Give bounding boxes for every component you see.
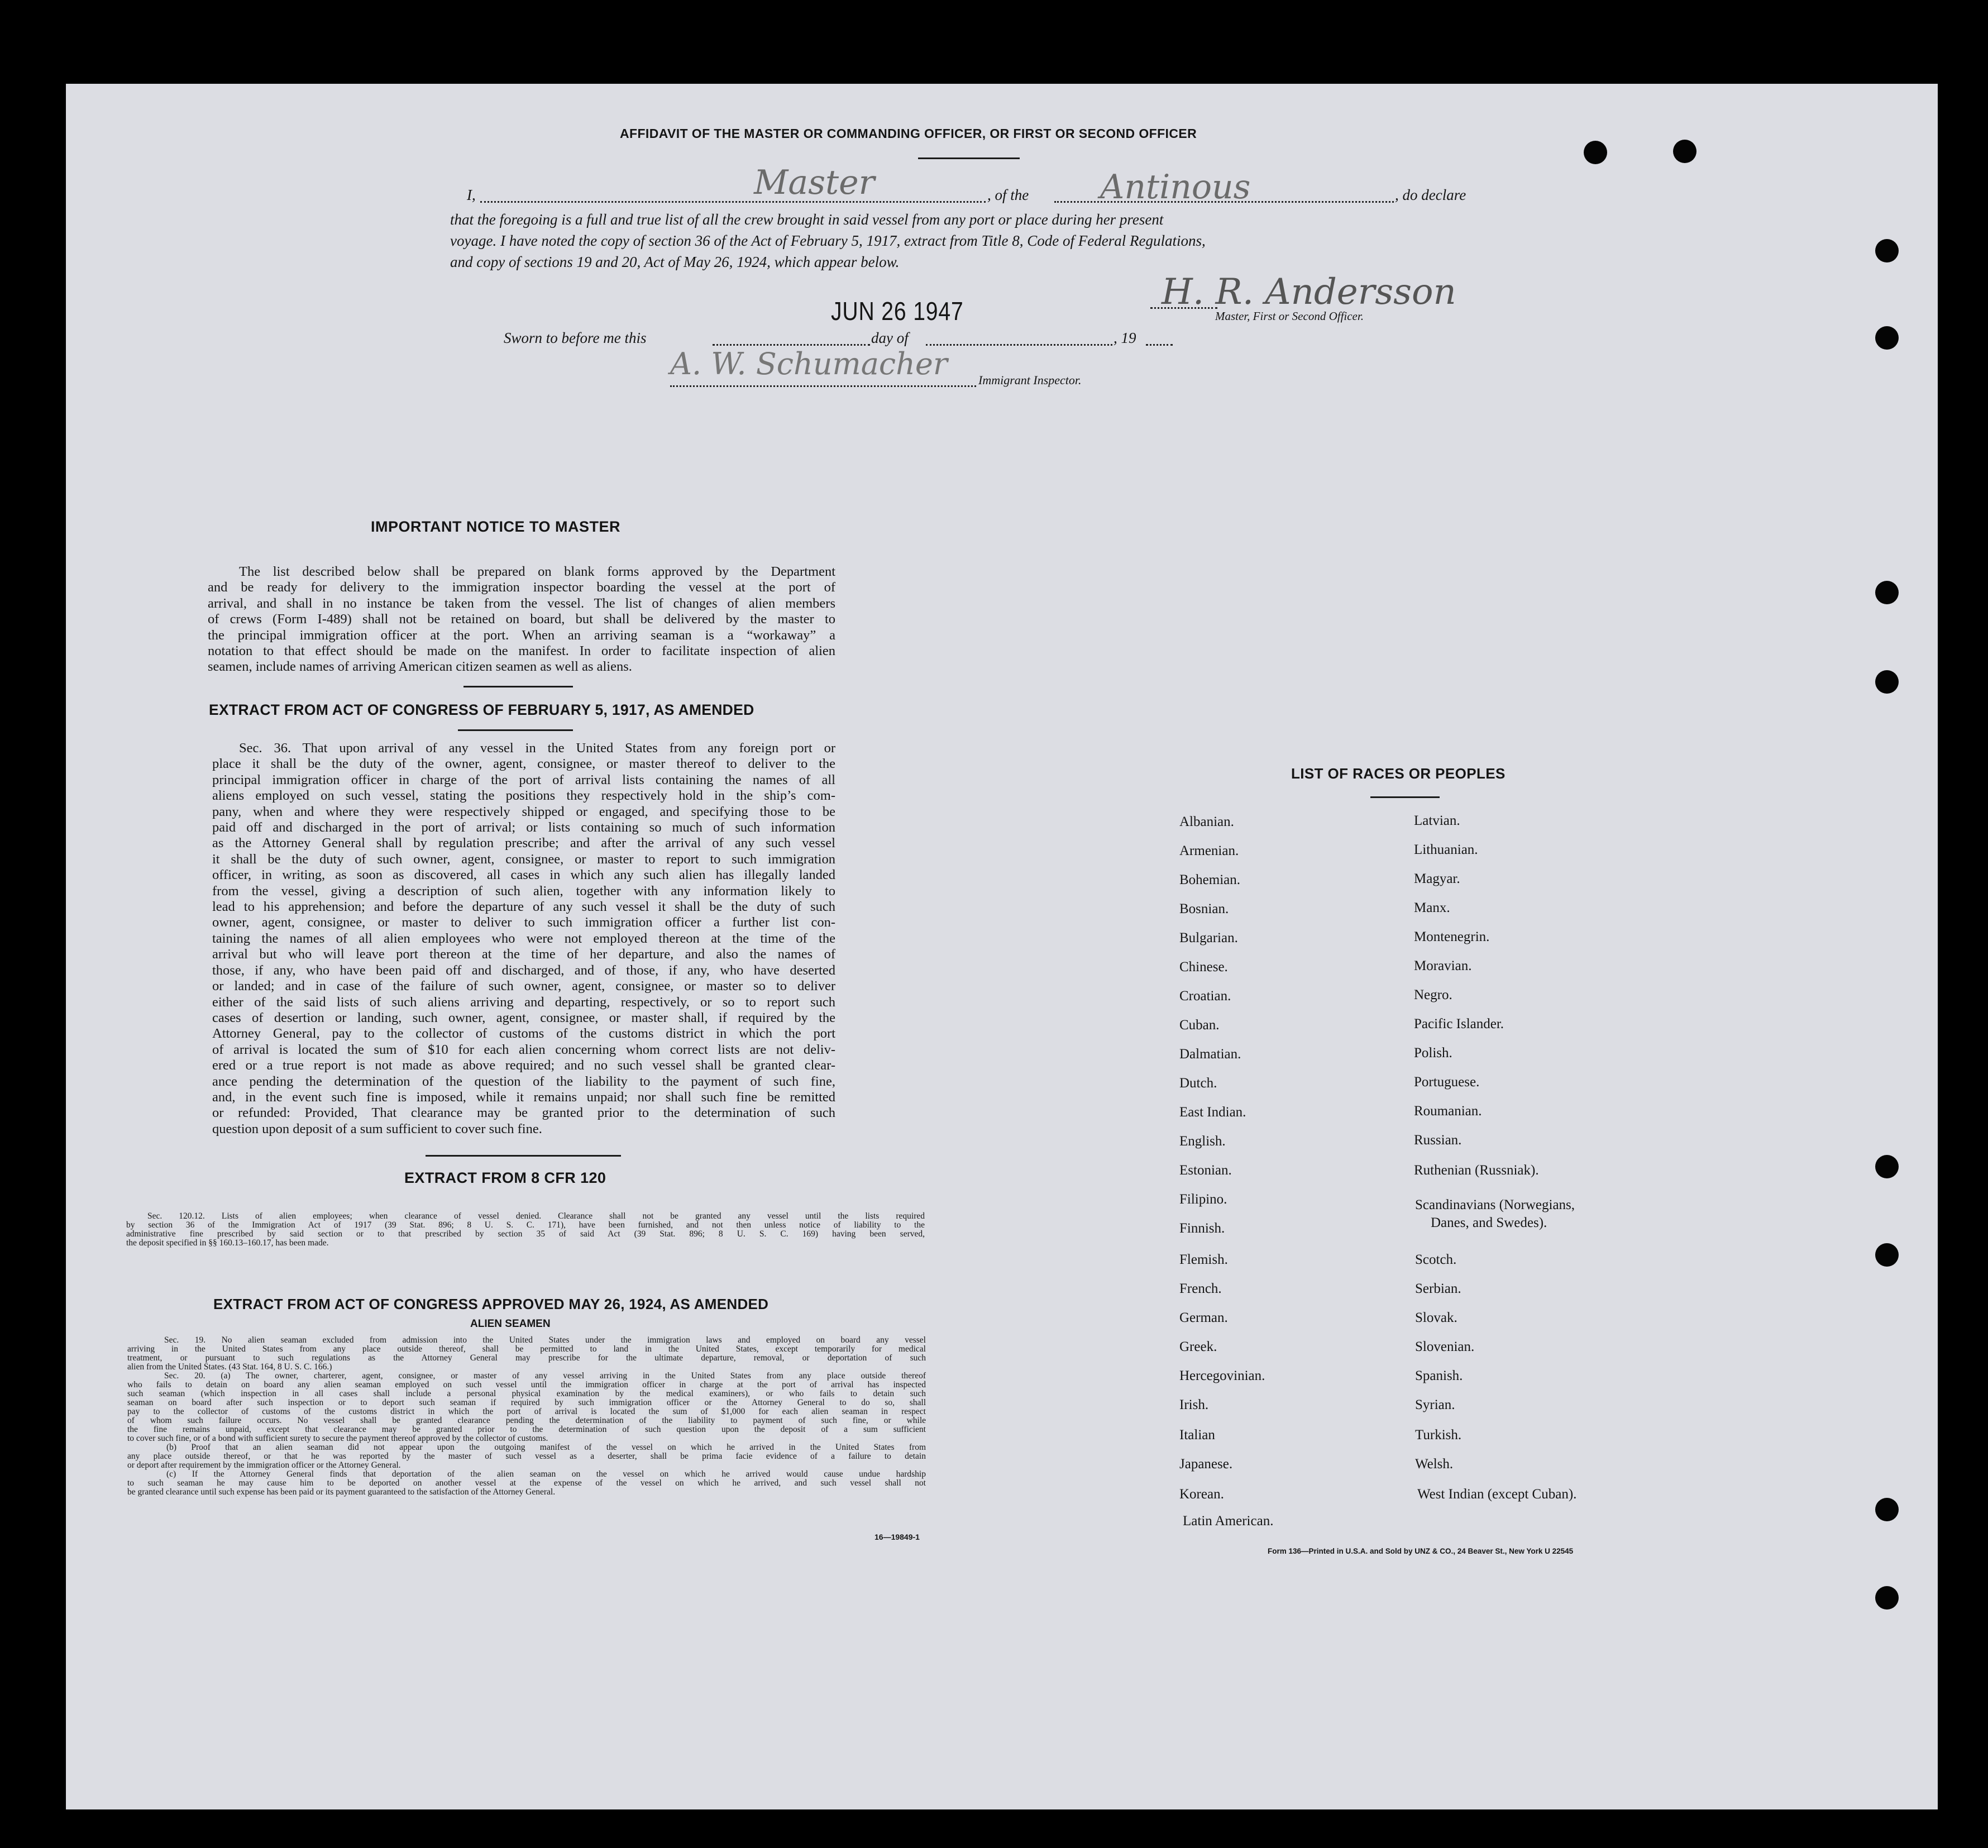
race-item: Scotch. [1415,1252,1457,1267]
inspector-signature: A. W. Schumacher [670,346,948,381]
divider [463,686,573,687]
race-item: Filipino. [1179,1192,1227,1207]
race-item: Negro. [1414,987,1452,1002]
affidavit-line-4: and copy of sections 19 and 20, Act of May 26, 1924, which appear below. [450,254,900,270]
divider [426,1155,621,1157]
race-item: Cuban. [1179,1018,1220,1033]
race-item: Hercegovinian. [1179,1368,1265,1383]
year-label: , 19 [1114,330,1136,346]
race-item: Welsh. [1415,1457,1454,1472]
printer-footer: Form 136—Printed in U.S.A. and Sold by UNZ & CO., 24 Beaver St., New York U 22545 [1268,1547,1574,1555]
punch-hole [1875,581,1899,604]
act-1924-sections: Sec. 19. No alien seaman excluded from admission into the United States under the immigration laws and employed on board any vessel arriving in the United States from any place outside thereof, shall be permitted to land in the United States, except temporarily for medical treatment, or pursuant to such regulations as the Attorney General may prescribe for the ultimate departure, removal, or deportation of such alien from the United States. (43 Stat. 164, 8 U. S. C. 166.) Sec. 20. (a) The owner, charterer, agent, consignee, or master of any vessel arriving in the United States from any place outside thereof who fails to detain on board any alien seaman employed on such vessel until the immigration officer in charge at the port of arrival has inspected such seaman (which inspection in all cases shall include a personal physical examination by the medical examiners), or who fails to detain such seaman on board after such inspection or to deport such seaman if required by such immigration officer or the Attorney General to do so, shall pay to the collector of customs of the customs district in which the port of arrival is located the sum of $1,000 for each alien seaman in respect of whom such failure occurs. No vessel shall be granted clearance pending the determination of the liability to payment of such fine, or while the fine remains unpaid, except that clearance may be granted prior to the determination of such question upon the deposit of a sum sufficient to cover such fine, or of a bond with sufficient surety to secure the payment thereof approved by the collector of customs. (b) Proof that an alien seaman did not appear upon the outgoing manifest of the vessel on which he arrived in the United States from any place outside thereof, or that he was reported by the master of such vessel as a deserter, shall be prima facie evidence of a failure to detain or deport after requirement by the immigration officer or the Attorney General. (c) If the Attorney General finds that deportation of the alien seaman on the vessel on which he arrived would cause undue hardship to such seaman he may cause him to be deported on another vessel at the expense of the vessel on which he arrived, and such vessel shall not be granted clearance until such expense has been paid or its payment guaranteed to the satisfaction of the Attorney General. [127,1335,926,1497]
sworn-year-field [1146,344,1173,346]
race-item: Moravian. [1414,958,1472,973]
punch-hole [1584,141,1607,164]
punch-hole [1875,1498,1899,1521]
divider [1370,796,1440,798]
race-item: Scandinavians (Norwegians, [1415,1197,1575,1212]
race-item: Bohemian. [1179,872,1241,887]
race-item: Danes, and Swedes). [1431,1215,1547,1230]
punch-hole [1875,1586,1899,1610]
race-item: Estonian. [1179,1163,1232,1178]
race-item: Russian. [1414,1133,1462,1148]
vessel-handwritten: Antinous [1100,168,1251,207]
affidavit-title: AFFIDAVIT OF THE MASTER OR COMMANDING OFFICER, OR FIRST OR SECOND OFFICER [620,126,1197,141]
race-item: Dalmatian. [1179,1047,1241,1062]
divider [918,157,1020,159]
race-item: Finnish. [1179,1221,1225,1236]
inspector-line [670,385,976,387]
race-item: East Indian. [1179,1105,1246,1120]
race-item: Slovak. [1415,1310,1457,1325]
notice-title: IMPORTANT NOTICE TO MASTER [371,518,620,535]
inspector-caption: Immigrant Inspector. [978,373,1082,387]
race-item: Montenegrin. [1414,929,1490,944]
race-item: Spanish. [1415,1368,1463,1383]
race-item: Serbian. [1415,1281,1461,1296]
race-item: Greek. [1179,1339,1217,1354]
punch-hole [1875,239,1899,262]
race-item: Dutch. [1179,1076,1217,1091]
master-handwritten: Master [754,163,875,202]
race-item: West Indian (except Cuban). [1417,1487,1577,1502]
sworn-label: Sworn to before me this [504,330,647,346]
act-1917-title: EXTRACT FROM ACT OF CONGRESS OF FEBRUARY 5, 1917, AS AMENDED [209,701,754,718]
cfr-section: Sec. 120.12. Lists of alien employees; when clearance of vessel denied. Clearance shall not be granted any vessel until the lists required by section 36 of the Immigration Act of 1917 (39 Stat. 896; 8 U. S. C. 171), have been furnished, and not then unless notice of liability to the administrative fine prescribed by said section or to that prescribed by section 35 of said Act (39 Stat. 896; 8 U. S. C. 169) having been served, the deposit specified in §§ 160.13–160.17, has been made. [126,1211,925,1248]
race-item: Lithuanian. [1414,842,1478,857]
race-item: Chinese. [1179,959,1228,975]
day-of-label: day of [871,330,909,346]
race-item: Croatian. [1179,989,1231,1004]
declare-label: , do declare [1395,187,1466,203]
punch-hole [1875,670,1899,694]
race-item: Polish. [1414,1045,1452,1061]
race-item: Pacific Islander. [1414,1016,1504,1032]
act-1917-section-36: Sec. 36. That upon arrival of any vessel in the United States from any foreign port or place it shall be the duty of the owner, agent, consignee, or master thereof to deliver to the principal immigration officer in charge of the port of arrival lists containing the names of all aliens employed on such vessel, stating the positions they respectively hold in the ship’s com- pany, when and where they were respectively shipped or engaged, and specifying those to be paid off and discharged in the port of arrival; or lists containing so much of such information as the Attorney General shall by regulation prescribe; and after the arrival of any such vessel it shall be the duty of such owner, agent, consignee, or master to report to such immigration officer, in writing, as soon as discovered, all cases in which any such alien has illegally landed from the vessel, giving a description of such alien, together with any information likely to lead to his apprehension; and before the departure of any such vessel it shall be the duty of such owner, agent, consignee, or master to deliver to such immigration officer a further list con- taining the names of all alien employees who were not employed thereon at the time of the arrival but who will leave port thereon at the time of her departure, and also the names of those, if any, who have been paid off and discharged, and of those, if any, who have deserted or landed; and in case of the failure of such owner, agent, consignee, or master so to deliver either of the said lists of such aliens arriving and departing, respectively, or so to report such cases of desertion or landing, such owner, agent, consignee, or master shall, if required by the Attorney General, pay to the collector of customs of the customs district in which the port of arrival is located the sum of $10 for each alien concerning whom correct lists are not deliv- ered or a true report is not made as above required; and no such vessel shall be granted clear- ance pending the determination of the question of the liability to the payment of such fine, and, in the event such fine is imposed, while it remains unpaid; nor shall such fine be remitted or refunded: Provided, That clearance may be granted prior to the determination of such question upon deposit of a sum sufficient to cover such fine. [212,741,835,1137]
affidavit-line-2: that the foregoing is a full and true list of all the crew brought in said vessel from any port or place during her present [450,211,1164,228]
of-the-label: , of the [987,187,1029,203]
race-item: Armenian. [1179,843,1239,858]
race-item: Slovenian. [1415,1339,1475,1354]
race-item: Latin American. [1183,1513,1274,1529]
punch-hole [1875,326,1899,350]
divider [458,729,573,731]
race-item: Albanian. [1179,814,1234,829]
race-item: Ruthenian (Russniak). [1414,1163,1539,1178]
race-item: Irish. [1179,1397,1209,1412]
race-item: Italian [1179,1427,1215,1443]
sworn-month-field [926,344,1112,346]
punch-hole [1673,140,1697,163]
race-item: Bosnian. [1179,901,1229,916]
race-item: Turkish. [1415,1427,1462,1443]
race-item: Bulgarian. [1179,930,1238,946]
date-stamp: JUN 26 1947 [831,297,964,326]
race-item: Flemish. [1179,1252,1228,1267]
affidavit-i-label: I, [467,187,476,203]
race-item: French. [1179,1281,1222,1296]
punch-hole [1875,1155,1899,1178]
sworn-day-field [713,344,870,346]
master-signature: H. R. Andersson [1162,271,1456,313]
race-item: Japanese. [1179,1457,1233,1472]
notice-paragraph: The list described below shall be prepared on blank forms approved by the Department and be ready for delivery to the immigration inspector boarding the vessel at the port of arrival, and shall in no instance be taken from the vessel. The list of changes of alien members of crews (Form I-489) shall not be retained on board, but shall be delivered by the master to the principal immigration officer at the port. When an arriving seaman is a “workaway” a notation to that effect should be made on the manifest. In order to facilitate inspection of alien seamen, include names of arriving American citizen seamen as well as aliens. [208,564,835,675]
race-item: Portuguese. [1414,1075,1480,1090]
race-item: Syrian. [1415,1397,1455,1412]
punch-hole [1875,1243,1899,1267]
race-item: Manx. [1414,900,1450,915]
races-title: LIST OF RACES OR PEOPLES [1291,765,1506,782]
race-item: Latvian. [1414,813,1460,828]
act-1924-subtitle: ALIEN SEAMEN [470,1318,551,1330]
form-code: 16—19849-1 [874,1532,920,1541]
act-1924-title: EXTRACT FROM ACT OF CONGRESS APPROVED MAY 26, 1924, AS AMENDED [213,1296,769,1312]
race-item: Magyar. [1414,871,1460,886]
race-item: Roumanian. [1414,1104,1482,1119]
race-item: German. [1179,1310,1228,1325]
cfr-title: EXTRACT FROM 8 CFR 120 [404,1169,606,1186]
race-item: Korean. [1179,1487,1224,1502]
race-item: English. [1179,1134,1226,1149]
signature-caption: Master, First or Second Officer. [1215,309,1364,323]
signature-line [1150,307,1217,309]
master-field [480,201,986,203]
affidavit-line-3: voyage. I have noted the copy of section 36 of the Act of February 5, 1917, extract from Title 8, Code of Federal Regulations, [450,232,1206,249]
